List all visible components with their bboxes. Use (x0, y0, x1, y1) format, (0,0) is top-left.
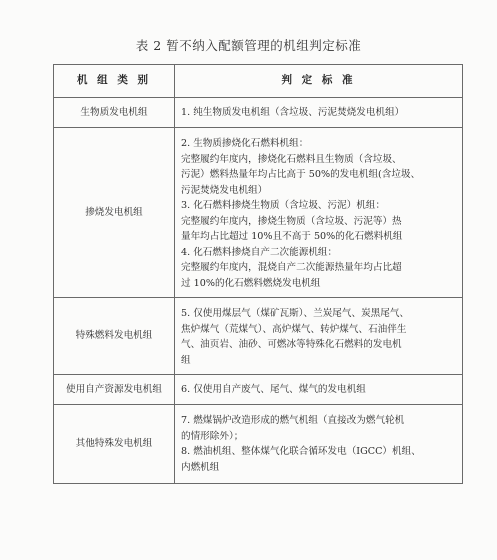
criteria-line: 6. 仅使用自产废气、尾气、煤气的发电机组 (181, 383, 366, 395)
criteria-line: 完整履约年度内，掺烧生物质（含垃圾、污泥等）热 (181, 215, 402, 227)
row-criteria (175, 375, 463, 405)
row-category: 其他特殊发电机组 (54, 405, 175, 484)
criteria-line: 3. 化石燃料掺烧生物质（含垃圾、污泥）机组： (181, 200, 386, 211)
criteria-line: 过 10%的化石燃料燃烧发电机组 (181, 277, 321, 289)
criteria-line: 4. 化石燃料掺烧自产二次能源机组： (181, 246, 338, 258)
criteria-line: 内燃机组 (181, 461, 220, 473)
criteria-line: 1. 纯生物质发电机组（含垃圾、污泥焚烧发电机组） (181, 106, 405, 118)
criteria-line: 2. 生物质掺烧化石燃料机组： (181, 138, 309, 149)
row-criteria (175, 98, 463, 128)
criteria-line: 气、油页岩、油砂、可燃冰等特殊化石燃料的发电机 (181, 339, 402, 350)
criteria-line: 8. 燃油机组、整体煤气化联合循环发电（IGCC）机组、 (181, 446, 421, 457)
criteria-line: 7. 燃煤锅炉改造形成的燃气机组（直接改为燃气轮机 (181, 415, 405, 426)
header-criteria: 判 定 标 准 (175, 65, 463, 98)
table-row (54, 128, 463, 298)
criteria-line: 污泥）燃料热量年均占比高于 50%的发电机组(含垃圾、 (181, 169, 421, 180)
table-row (54, 375, 463, 405)
row-criteria (175, 128, 463, 298)
row-criteria (175, 405, 463, 484)
table-header-row (54, 65, 463, 98)
criteria-line: 污泥焚烧发电机组） (181, 184, 268, 196)
criteria-line: 焦炉煤气（荒煤气）、高炉煤气、转炉煤气、石油伴生 (181, 323, 407, 335)
row-category: 使用自产资源发电机组 (54, 375, 175, 405)
table-caption: 表 2 暂不纳入配额管理的机组判定标准 (135, 38, 362, 53)
criteria-line: 完整履约年度内，掺烧化石燃料且生物质（含垃圾、 (181, 153, 402, 165)
criteria-line: 组 (181, 354, 191, 366)
header-category: 机 组 类 别 (54, 65, 175, 98)
row-category: 掺烧发电机组 (54, 128, 175, 298)
row-category: 特殊燃料发电机组 (54, 298, 175, 375)
criteria-line: 5. 仅使用煤层气（煤矿瓦斯）、兰炭尾气、炭黑尾气、 (181, 308, 410, 319)
criteria-table (53, 64, 463, 484)
criteria-line: 量年均占比超过 10%且不高于 50%的化石燃料机组 (181, 231, 403, 242)
criteria-line: 完整履约年度内，混烧自产二次能源热量年均占比超 (181, 262, 402, 273)
table-row (54, 405, 463, 484)
row-criteria (175, 298, 463, 375)
row-category: 生物质发电机组 (54, 98, 175, 128)
criteria-line: 的情形除外）； (181, 430, 244, 442)
table-row (54, 98, 463, 128)
table-row (54, 298, 463, 375)
